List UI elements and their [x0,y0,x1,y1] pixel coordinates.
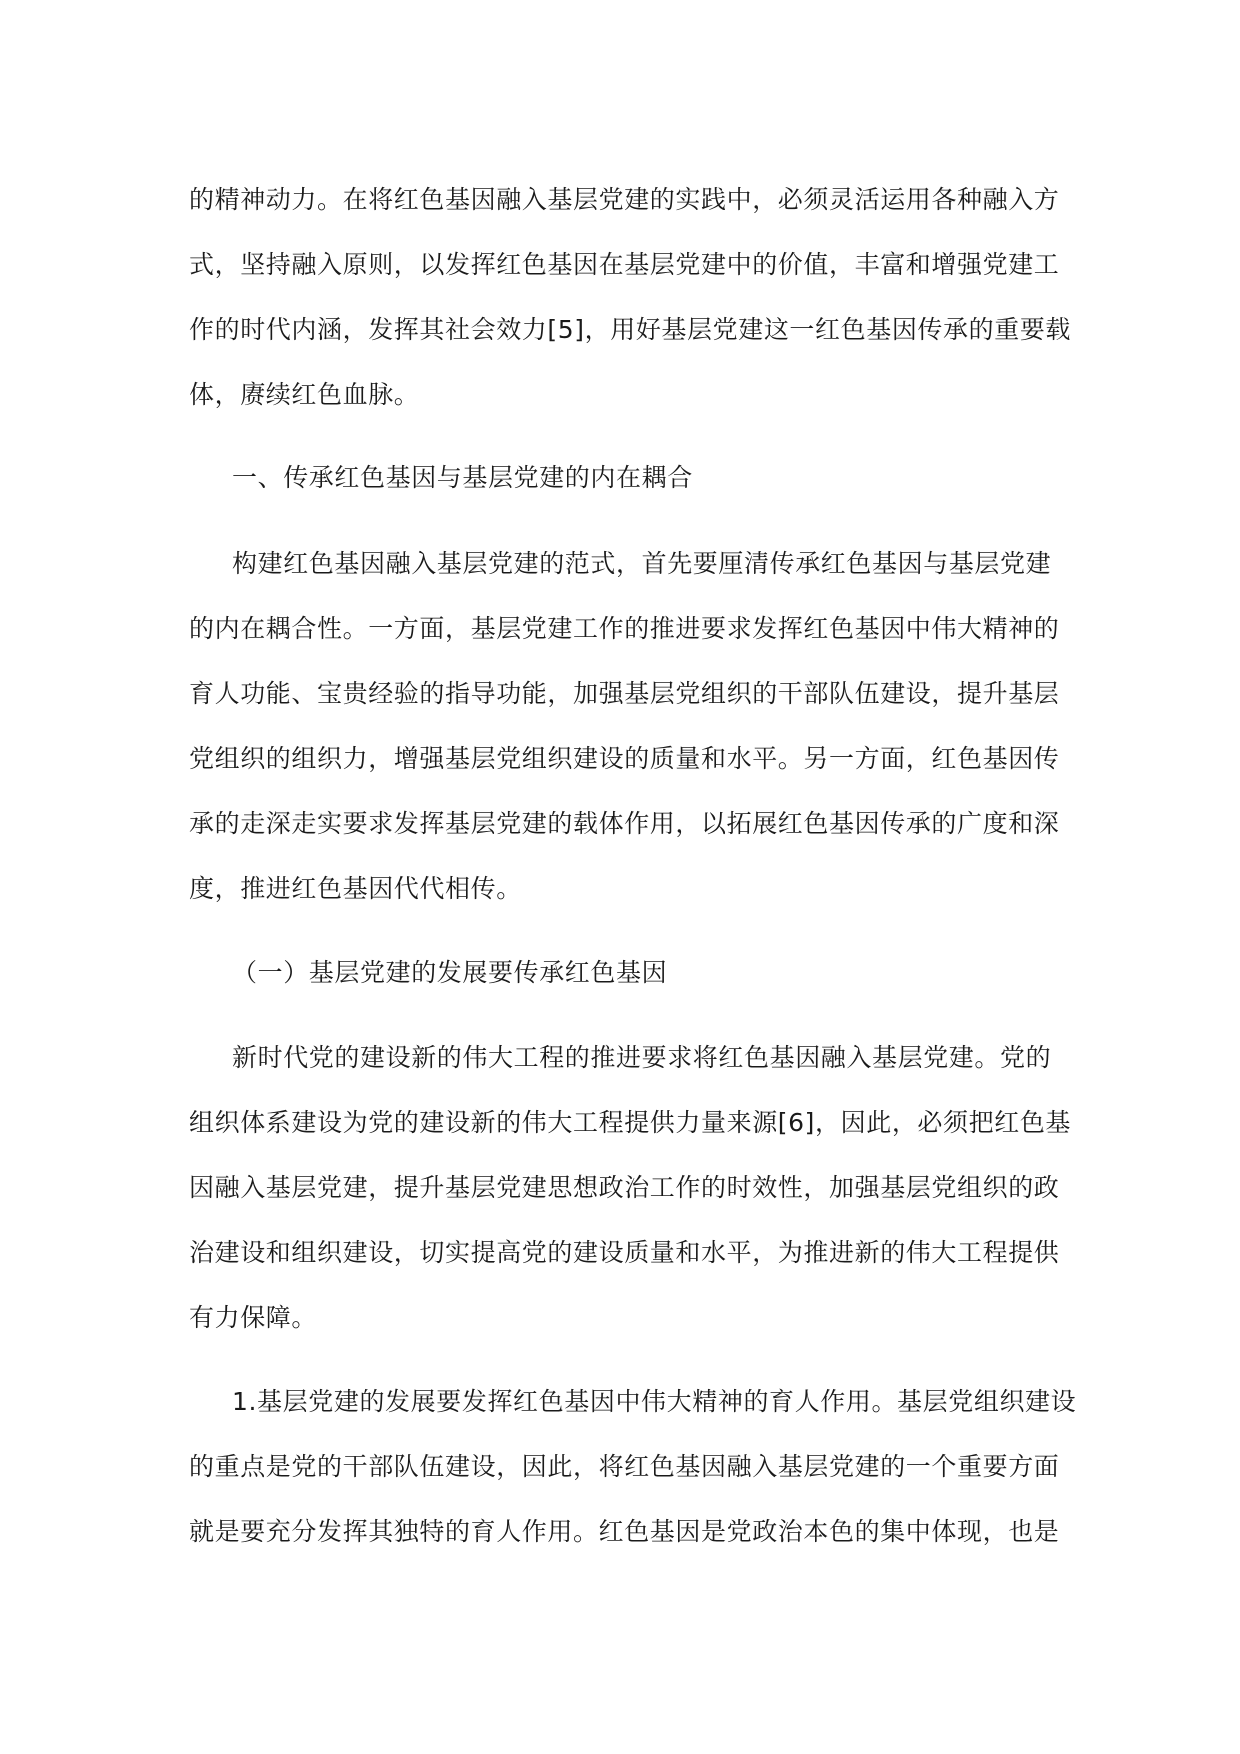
paragraph-line: 育人功能、宝贵经验的指导功能，加强基层党组织的干部队伍建设，提升基层 [189,679,1060,708]
paragraph-continuation-line: 体，赓续红色血脉。 [189,380,420,409]
paragraph-line: 度，推进红色基因代代相传。 [189,874,522,903]
paragraph-line: 的重点是党的干部队伍建设，因此，将红色基因融入基层党建的一个重要方面 [189,1452,1060,1481]
paragraph-first-line: 新时代党的建设新的伟大工程的推进要求将红色基因融入基层党建。党的 [232,1043,1052,1072]
paragraph-line: 党组织的组织力，增强基层党组织建设的质量和水平。另一方面，红色基因传 [189,744,1060,773]
paragraph-line: 的内在耦合性。一方面，基层党建工作的推进要求发挥红色基因中伟大精神的 [189,614,1060,643]
paragraph-line: 因融入基层党建，提升基层党建思想政治工作的时效性，加强基层党组织的政 [189,1173,1060,1202]
paragraph-continuation-line: 的精神动力。在将红色基因融入基层党建的实践中，必须灵活运用各种融入方 [189,185,1060,214]
paragraph-line: 治建设和组织建设，切实提高党的建设质量和水平，为推进新的伟大工程提供 [189,1238,1060,1267]
paragraph-line: 就是要充分发挥其独特的育人作用。红色基因是党政治本色的集中体现，也是 [189,1517,1060,1546]
paragraph-continuation-line: 作的时代内涵，发挥其社会效力[5]，用好基层党建这一红色基因传承的重要载 [189,315,1072,344]
paragraph-line: 承的走深走实要求发挥基层党建的载体作用，以拓展红色基因传承的广度和深 [189,809,1060,838]
subsection-heading: （一）基层党建的发展要传承红色基因 [232,958,668,987]
paragraph-first-line: 1.基层党建的发展要发挥红色基因中伟大精神的育人作用。基层党组织建设 [232,1387,1077,1416]
paragraph-line: 有力保障。 [189,1303,318,1332]
section-heading: 一、传承红色基因与基层党建的内在耦合 [232,463,693,492]
paragraph-continuation-line: 式，坚持融入原则，以发挥红色基因在基层党建中的价值，丰富和增强党建工 [189,250,1060,279]
paragraph-line: 组织体系建设为党的建设新的伟大工程提供力量来源[6]，因此，必须把红色基 [189,1108,1072,1137]
paragraph-first-line: 构建红色基因融入基层党建的范式，首先要厘清传承红色基因与基层党建 [232,549,1052,578]
